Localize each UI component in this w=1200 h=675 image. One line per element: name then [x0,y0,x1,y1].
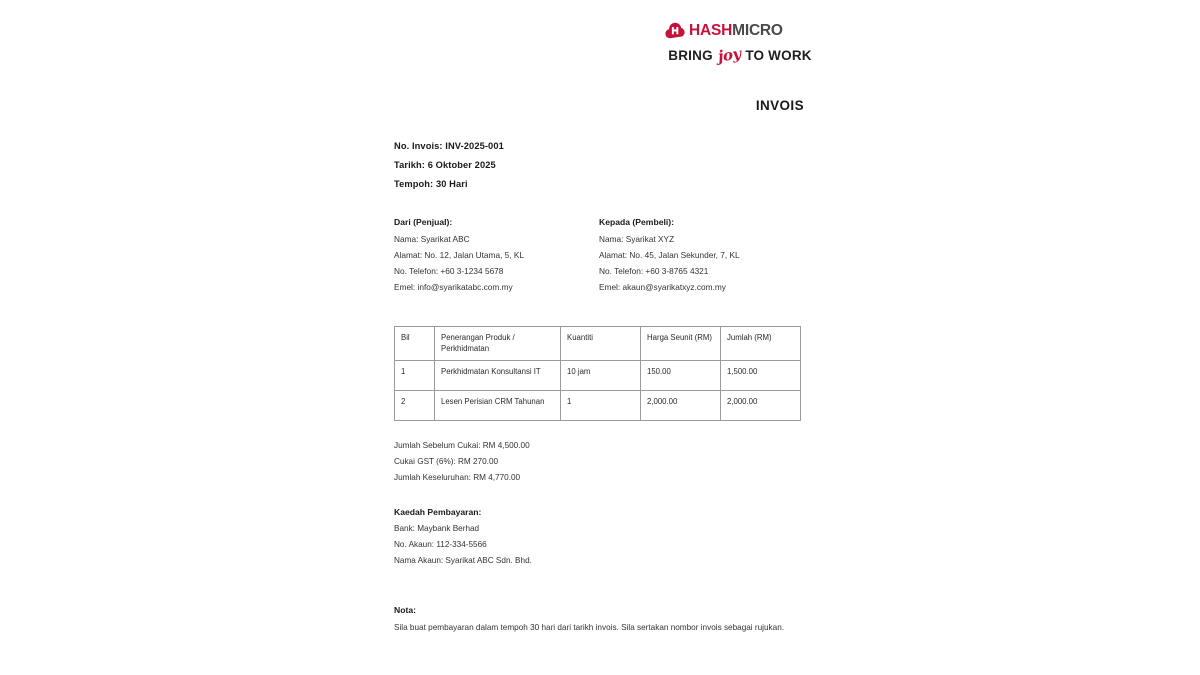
buyer-heading: Kepada (Pembeli): [599,217,674,227]
col-header-quantity: Kuantiti [561,327,641,361]
note-section [394,602,804,636]
invoice-meta [394,137,804,194]
brand-name-hash: HASH [689,21,733,39]
col-header-bil: Bil [395,327,435,361]
payment-account-number: No. Akaun: 112-334-5566 [394,540,487,549]
buyer-address: Alamat: No. 45, Jalan Sekunder, 7, KL [599,250,740,260]
tax-line: Cukai GST (6%): RM 270.00 [394,457,499,466]
cell-amount: 1,500.00 [721,361,801,391]
table-header-row [395,327,801,361]
tagline-after: TO WORK [745,48,812,63]
seller-block [394,214,599,295]
note-body: Sila buat pembayaran dalam tempoh 30 hari dari tarikh invois. Sila sertakan nombor invois sebagai rujukan. [394,623,785,632]
buyer-block [599,214,804,295]
totals-section [394,438,804,486]
invoice-term: Tempoh: 30 Hari [394,179,468,189]
grand-total-line: Jumlah Keseluruhan: RM 4,770.00 [394,473,521,482]
cell-quantity: 10 jam [561,361,641,391]
seller-address: Alamat: No. 12, Jalan Utama, 5, KL [394,250,525,260]
table-row [395,391,801,421]
invoice-date: Tarikh: 6 Oktober 2025 [394,160,496,170]
buyer-name: Nama: Syarikat XYZ [599,234,675,244]
page-title: INVOIS [755,98,804,113]
buyer-phone: No. Telefon: +60 3-8765 4321 [599,266,709,276]
seller-phone: No. Telefon: +60 3-1234 5678 [394,266,504,276]
payment-bank: Bank: Maybank Berhad [394,524,480,533]
cell-quantity: 1 [561,391,641,421]
cell-amount: 2,000.00 [721,391,801,421]
seller-heading: Dari (Penjual): [394,217,453,227]
subtotal-line: Jumlah Sebelum Cukai: RM 4,500.00 [394,441,530,450]
tagline-before: BRING [668,48,713,63]
cell-description: Lesen Perisian CRM Tahunan [435,391,561,421]
col-header-unit-price: Harga Seunit (RM) [641,327,721,361]
line-items-table [394,326,801,421]
invoice-number: No. Invois: INV-2025-001 [394,141,504,151]
col-header-amount: Jumlah (RM) [721,327,801,361]
cell-description: Perkhidmatan Konsultansi IT [435,361,561,391]
brand-name-micro: MICRO [732,21,783,39]
seller-email: Emel: info@syarikatabc.com.my [394,282,513,292]
invoice-content [394,0,804,636]
cell-unit-price: 150.00 [641,361,721,391]
seller-name: Nama: Syarikat ABC [394,234,470,244]
col-header-description: Penerangan Produk / Perkhidmatan [435,327,561,361]
tagline-joy: joy [716,44,742,66]
cell-unit-price: 2,000.00 [641,391,721,421]
cell-bil: 2 [395,391,435,421]
note-heading: Nota: [394,605,416,615]
table-row [395,361,801,391]
parties-section [394,214,804,295]
buyer-email: Emel: akaun@syarikatxyz.com.my [599,282,726,292]
payment-section [394,504,804,569]
payment-heading: Kaedah Pembayaran: [394,507,482,517]
payment-account-name: Nama Akaun: Syarikat ABC Sdn. Bhd. [394,556,532,565]
cell-bil: 1 [395,361,435,391]
